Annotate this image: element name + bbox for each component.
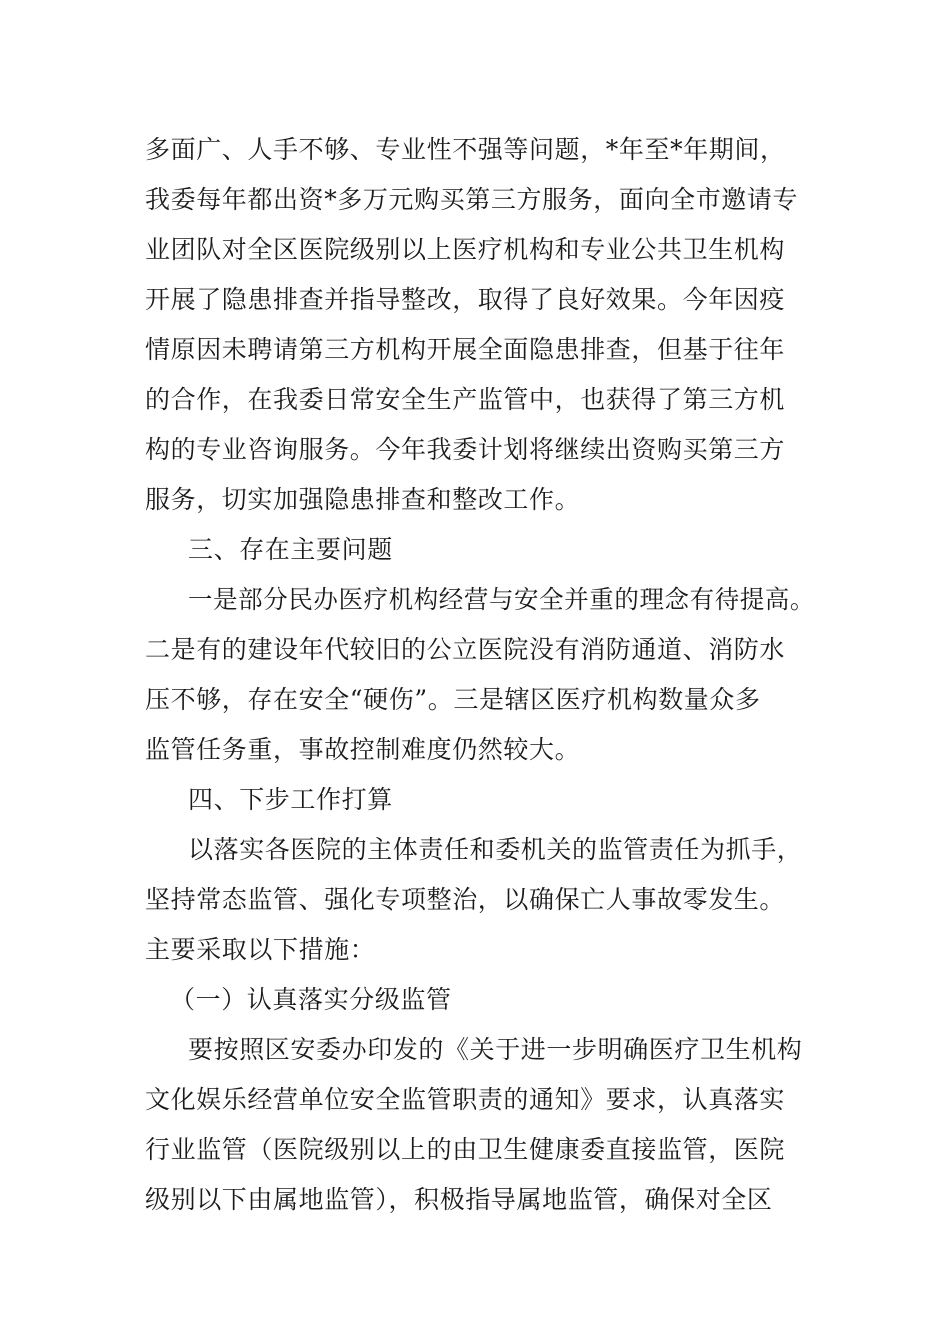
body-text-line: 要按照区安委办印发的《关于进一步明确医疗卫生机构 [188,1035,803,1064]
section-heading-problems: 三、存在主要问题 [188,535,393,564]
body-text-line: 业团队对全区医院级别以上医疗机构和专业公共卫生机构 [145,235,786,264]
body-text-line: 构的专业咨询服务。今年我委计划将继续出资购买第三方 [145,435,786,464]
body-text-line: 以落实各医院的主体责任和委机关的监管责任为抓手， [188,835,803,864]
body-text-line: 级别以下由属地监管），积极指导属地监管，确保对全区 [145,1185,773,1214]
body-text-line: 情原因未聘请第三方机构开展全面隐患排查，但基于往年 [145,335,786,364]
body-text-line: 多面广、人手不够、专业性不强等问题，*年至*年期间， [145,135,786,164]
subsection-heading-graded-supervision: （一）认真落实分级监管 [170,985,452,1014]
body-text-line: 行业监管（医院级别以上的由卫生健康委直接监管，医院 [145,1135,786,1164]
body-text-line: 压不够，存在安全“硬伤”。三是辖区医疗机构数量众多 [145,685,761,714]
body-text-line: 服务，切实加强隐患排查和整改工作。 [145,485,581,514]
body-text-line: 二是有的建设年代较旧的公立医院没有消防通道、消防水 [145,635,786,664]
body-text-line: 坚持常态监管、强化专项整治，以确保亡人事故零发生。 [145,885,786,914]
body-text-line: 监管任务重，事故控制难度仍然较大。 [145,735,581,764]
body-text-line: 文化娱乐经营单位安全监管职责的通知》要求，认真落实 [145,1085,786,1114]
body-text-line: 我委每年都出资*多万元购买第三方服务，面向全市邀请专 [145,185,799,214]
body-text-line: 一是部分民办医疗机构经营与安全并重的理念有待提高。 [188,585,816,614]
body-text-line: 开展了隐患排查并指导整改，取得了良好效果。今年因疫 [145,285,786,314]
body-text-line: 的合作，在我委日常安全生产监管中，也获得了第三方机 [145,385,786,414]
section-heading-next-steps: 四、下步工作打算 [188,785,393,814]
body-text-line: 主要采取以下措施： [145,935,376,964]
